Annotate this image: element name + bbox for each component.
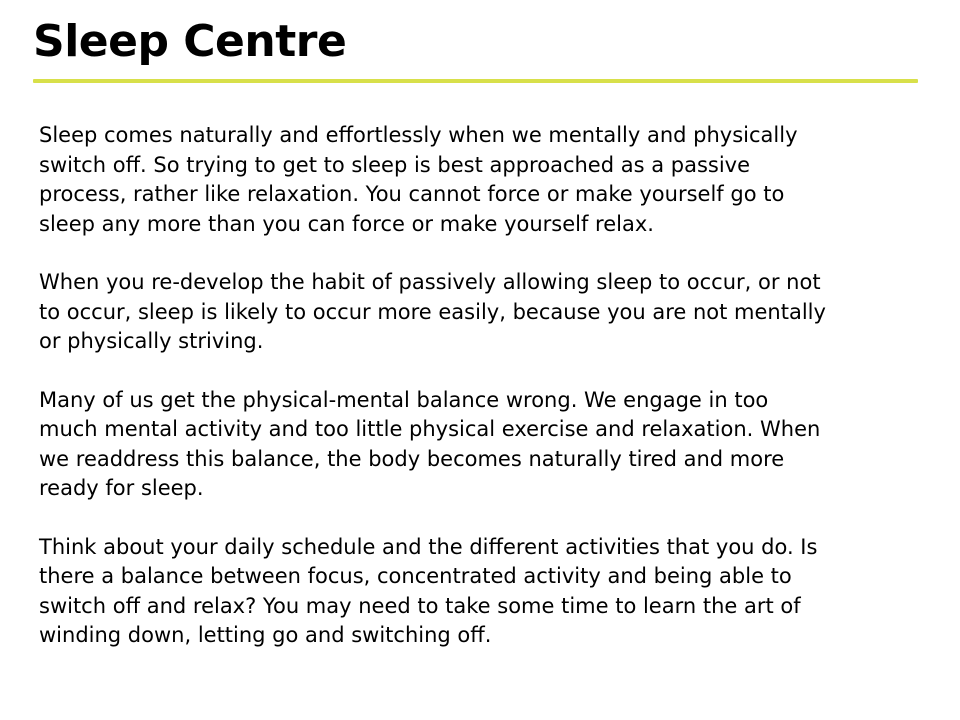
- page-title: Sleep Centre: [33, 16, 347, 67]
- title-underline-rule: [33, 79, 918, 83]
- paragraph-daily-schedule: Think about your daily schedule and the different activities that you do. Is there a balance between focus, concentrated activity and being able to switch off and relax? You may need to take some time to learn the art of winding down, letting go and switching off.: [39, 534, 818, 647]
- paragraph-passive-sleep: Sleep comes naturally and effortlessly when we mentally and physically switch off. So trying to get to sleep is best approached as a passive process, rather like relaxation. You cannot force or make yourself go to sleep any more than you can force or make yourself relax.: [39, 123, 798, 236]
- body-text: [39, 121, 919, 680]
- paragraph-habit: When you re-develop the habit of passively allowing sleep to occur, or not to occur, sleep is likely to occur more easily, because you are not mentally or physically striving.: [39, 270, 826, 353]
- paragraph-balance: Many of us get the physical-mental balance wrong. We engage in too much mental activity and too little physical exercise and relaxation. When we readdress this balance, the body becomes naturally tired and more ready for sleep.: [39, 387, 821, 500]
